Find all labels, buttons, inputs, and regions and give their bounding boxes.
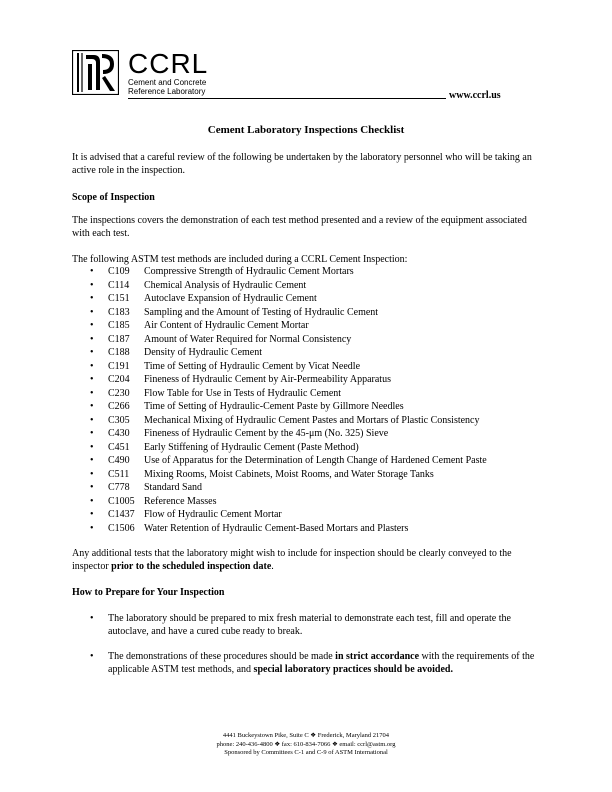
- method-item: [90, 454, 487, 468]
- method-name: Early Stiffening of Hydraulic Cement (Paste Method): [144, 441, 359, 453]
- method-code: C1437: [108, 509, 135, 520]
- method-item: [90, 346, 487, 360]
- footer-sponsor: Sponsored by Committees C-1 and C-9 of ASTM International: [224, 749, 388, 756]
- method-name: Amount of Water Required for Normal Consistency: [144, 333, 352, 345]
- method-name: Flow of Hydraulic Cement Mortar: [144, 509, 282, 520]
- method-code: C305: [108, 414, 130, 426]
- method-name: Mixing Rooms, Moist Cabinets, Moist Rooms, and Water Storage Tanks: [144, 468, 434, 480]
- bullet-icon: •: [90, 387, 94, 399]
- method-name: Standard Sand: [144, 482, 203, 493]
- method-code: C185: [108, 320, 130, 331]
- method-item: [90, 306, 487, 320]
- prepare-item-emphasis: in strict accordance: [335, 651, 420, 662]
- method-name: Flow Table for Use in Tests of Hydraulic Cement: [144, 387, 342, 399]
- method-item: [90, 360, 487, 374]
- method-code: C188: [108, 347, 130, 358]
- method-item: [90, 414, 487, 428]
- bullet-icon: •: [90, 468, 94, 480]
- bullet-icon: •: [90, 495, 94, 507]
- method-item: [90, 265, 487, 279]
- intro-paragraph: It is advised that a careful review of the following be undertaken by the laboratory personnel who will be taking an active role in the inspection.: [72, 152, 532, 176]
- bullet-icon: •: [90, 333, 94, 345]
- footer-address: 4441 Buckeystown Pike, Suite C ❖ Frederick, Maryland 21704: [222, 732, 390, 739]
- method-name: Sampling and the Amount of Testing of Hydraulic Cement: [144, 306, 379, 318]
- method-code: C187: [108, 333, 130, 345]
- additional-tests-paragraph: [72, 548, 542, 573]
- method-name: Reference Masses: [144, 495, 217, 507]
- prepare-item: [90, 651, 540, 676]
- method-code: C266: [108, 401, 130, 412]
- additional-tests-end: .: [271, 560, 274, 572]
- method-name: Mechanical Mixing of Hydraulic Cement Pastes and Mortars of Plastic Consistency: [144, 414, 480, 426]
- brand-block: [128, 50, 208, 96]
- method-code: C183: [108, 306, 130, 318]
- method-code: C1005: [108, 495, 135, 507]
- method-item: [90, 522, 487, 536]
- method-code: C451: [108, 441, 130, 453]
- method-name: Air Content of Hydraulic Cement Mortar: [144, 320, 309, 331]
- method-code: C191: [108, 360, 130, 372]
- bullet-icon: •: [90, 360, 94, 372]
- method-code: C151: [108, 293, 130, 304]
- prepare-list: [90, 613, 540, 689]
- bullet-icon: •: [90, 522, 94, 534]
- prepare-item-text: The laboratory should be prepared to mix fresh material to demonstrate each test, fill and operate the autoclave, and have a cured cube ready to break.: [108, 613, 511, 637]
- ccrl-logo-icon: [72, 50, 119, 95]
- method-code: C109: [108, 266, 130, 277]
- bullet-icon: •: [90, 293, 94, 304]
- header-rule: [128, 98, 446, 99]
- prepare-heading: How to Prepare for Your Inspection: [72, 587, 225, 598]
- bullet-icon: •: [90, 441, 94, 453]
- bullet-icon: •: [90, 306, 94, 318]
- bullet-icon: •: [90, 401, 94, 412]
- method-code: C430: [108, 428, 130, 439]
- bullet-icon: •: [90, 613, 94, 624]
- method-item: [90, 333, 487, 347]
- method-code: C490: [108, 455, 130, 466]
- bullet-icon: •: [90, 320, 94, 331]
- method-name: Time of Setting of Hydraulic-Cement Paste by Gillmore Needles: [144, 401, 404, 412]
- bullet-icon: •: [90, 482, 94, 493]
- bullet-icon: •: [90, 279, 94, 291]
- method-item: [90, 508, 487, 522]
- method-name: Fineness of Hydraulic Cement by the 45-μm (No. 325) Sieve: [144, 428, 389, 439]
- method-item: [90, 495, 487, 509]
- bullet-icon: •: [90, 414, 94, 426]
- method-code: C1506: [108, 522, 135, 534]
- prepare-item-text: The demonstrations of these procedures should be made: [108, 651, 336, 662]
- scope-heading: Scope of Inspection: [72, 192, 155, 203]
- bullet-icon: •: [90, 509, 94, 520]
- bullet-icon: •: [90, 374, 94, 385]
- method-name: Autoclave Expansion of Hydraulic Cement: [144, 293, 317, 304]
- method-code: C778: [108, 482, 130, 493]
- bullet-icon: •: [90, 651, 94, 662]
- method-name: Density of Hydraulic Cement: [144, 347, 263, 358]
- method-code: C511: [108, 468, 130, 480]
- method-item: [90, 373, 487, 387]
- brand-subtitle-line1: Cement and Concrete: [128, 78, 207, 87]
- method-name: Fineness of Hydraulic Cement by Air-Permeability Apparatus: [144, 374, 391, 385]
- method-item: [90, 387, 487, 401]
- brand-name: CCRL: [128, 48, 209, 79]
- methods-list: [90, 265, 487, 535]
- website-link[interactable]: www.ccrl.us: [449, 90, 501, 101]
- method-item: [90, 468, 487, 482]
- method-item: [90, 441, 487, 455]
- methods-intro: The following ASTM test methods are included during a CCRL Cement Inspection:: [72, 254, 408, 265]
- method-item: [90, 279, 487, 293]
- bullet-icon: •: [90, 455, 94, 466]
- method-name: Chemical Analysis of Hydraulic Cement: [144, 279, 307, 291]
- bullet-icon: •: [90, 266, 94, 277]
- prepare-item: [90, 613, 540, 638]
- method-code: C114: [108, 279, 130, 291]
- method-code: C230: [108, 387, 130, 399]
- method-item: [90, 319, 487, 333]
- method-name: Use of Apparatus for the Determination of Length Change of Hardened Cement Paste: [144, 455, 487, 466]
- bullet-icon: •: [90, 347, 94, 358]
- prepare-item-emphasis: special laboratory practices should be avoided.: [253, 663, 453, 675]
- additional-tests-text: Any additional tests that the laboratory might wish to include for inspection should be clearly conveyed to the inspector: [72, 548, 512, 572]
- brand-subtitle-line2: Reference Laboratory: [128, 87, 206, 96]
- footer-contact: phone: 240-436-4800 ❖ fax: 610-834-7066 ❖ email: ccrl@astm.org: [216, 740, 396, 748]
- prepare-item-text: with the requirements of the applicable ASTM test methods, and: [108, 651, 535, 675]
- method-name: Time of Setting of Hydraulic Cement by Vicat Needle: [144, 360, 361, 372]
- scope-paragraph: The inspections covers the demonstration of each test method presented and a review of the equipment associated with each test.: [72, 215, 527, 239]
- method-item: [90, 292, 487, 306]
- method-name: Compressive Strength of Hydraulic Cement Mortars: [144, 266, 354, 277]
- method-code: C204: [108, 374, 130, 385]
- page-title: Cement Laboratory Inspections Checklist: [207, 124, 405, 136]
- method-item: [90, 427, 487, 441]
- method-name: Water Retention of Hydraulic Cement-Based Mortars and Plasters: [144, 522, 409, 534]
- bullet-icon: •: [90, 428, 94, 439]
- additional-tests-emphasis: prior to the scheduled inspection date: [111, 560, 272, 572]
- footer: [0, 732, 612, 758]
- method-item: [90, 481, 487, 495]
- method-item: [90, 400, 487, 414]
